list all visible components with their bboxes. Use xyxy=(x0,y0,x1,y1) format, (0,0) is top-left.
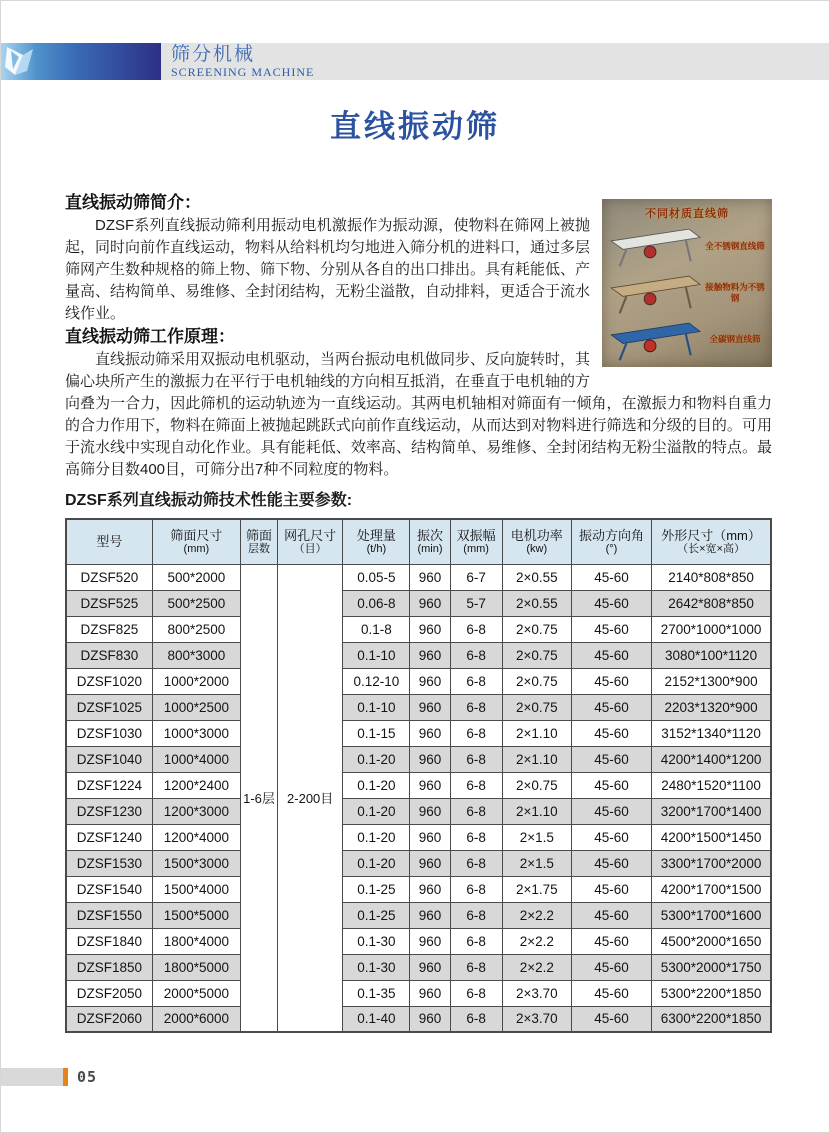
value-cell: 6-8 xyxy=(450,876,502,902)
value-cell: 45-60 xyxy=(571,616,651,642)
value-cell: 3200*1700*1400 xyxy=(652,798,771,824)
value-cell: 960 xyxy=(410,876,450,902)
value-cell: 5300*2000*1750 xyxy=(652,954,771,980)
value-cell: 2000*5000 xyxy=(152,980,240,1006)
value-cell: 6-8 xyxy=(450,642,502,668)
value-cell: 45-60 xyxy=(571,928,651,954)
value-cell: 2480*1520*1100 xyxy=(652,772,771,798)
value-cell: 4500*2000*1650 xyxy=(652,928,771,954)
value-cell: 45-60 xyxy=(571,746,651,772)
value-cell: 1200*3000 xyxy=(152,798,240,824)
value-cell: 0.1-10 xyxy=(343,642,410,668)
value-cell: 45-60 xyxy=(571,564,651,590)
table-row xyxy=(66,876,771,902)
product-variant-label: 接触物料为不锈钢 xyxy=(705,282,765,303)
product-photo xyxy=(602,199,772,367)
machine-illustration-carbon-steel-icon xyxy=(608,318,704,362)
value-cell: 6-8 xyxy=(450,616,502,642)
value-cell: 2×1.10 xyxy=(502,798,571,824)
brand-name-cn: 筛分机械 xyxy=(171,44,256,65)
model-cell: DZSF1850 xyxy=(66,954,152,980)
value-cell: 2×2.2 xyxy=(502,928,571,954)
value-cell: 45-60 xyxy=(571,798,651,824)
value-cell: 0.1-8 xyxy=(343,616,410,642)
value-cell: 0.1-40 xyxy=(343,1006,410,1032)
table-row xyxy=(66,902,771,928)
table-row xyxy=(66,720,771,746)
principle-heading: 直线振动筛工作原理： xyxy=(65,327,235,346)
value-cell: 6-8 xyxy=(450,824,502,850)
table-row xyxy=(66,590,771,616)
spec-table-body xyxy=(66,564,771,1032)
model-cell: DZSF1224 xyxy=(66,772,152,798)
value-cell: 2203*1320*900 xyxy=(652,694,771,720)
table-row xyxy=(66,928,771,954)
model-cell: DZSF1840 xyxy=(66,928,152,954)
value-cell: 960 xyxy=(410,720,450,746)
value-cell: 5300*1700*1600 xyxy=(652,902,771,928)
table-row xyxy=(66,564,771,590)
footer-orange-accent xyxy=(63,1068,68,1086)
model-cell: DZSF1240 xyxy=(66,824,152,850)
value-cell: 960 xyxy=(410,824,450,850)
model-cell: DZSF1230 xyxy=(66,798,152,824)
brand-logo-icon xyxy=(3,45,55,78)
intro-heading: 直线振动筛简介： xyxy=(65,193,201,212)
model-cell: DZSF1540 xyxy=(66,876,152,902)
value-cell: 0.12-10 xyxy=(343,668,410,694)
machine-illustration-stainless-icon xyxy=(608,224,704,268)
model-cell: DZSF1550 xyxy=(66,902,152,928)
value-cell: 5-7 xyxy=(450,590,502,616)
model-cell: DZSF525 xyxy=(66,590,152,616)
value-cell: 0.1-20 xyxy=(343,746,410,772)
table-row xyxy=(66,850,771,876)
value-cell: 2×0.55 xyxy=(502,564,571,590)
value-cell: 960 xyxy=(410,694,450,720)
model-cell: DZSF1040 xyxy=(66,746,152,772)
value-cell: 0.1-20 xyxy=(343,850,410,876)
brand-name-en: SCREENING MACHINE xyxy=(171,65,315,79)
intro-paragraph: DZSF系列直线振动筛利用振动电机激振作为振动源，使物料在筛网上被抛起，同时向前作直线运动，物料从给料机均匀地进入筛分机的进料口，通过多层筛网产生数种规格的筛上物、筛下物、分别从各自的出口排出。具有耗能低、产量高、结构简单、易维修、全封闭结构，无粉尘溢散，自动排料，更适合于流水线作业。 xyxy=(65,217,591,322)
value-cell: 2×1.10 xyxy=(502,746,571,772)
value-cell: 3152*1340*1120 xyxy=(652,720,771,746)
value-cell: 2×2.2 xyxy=(502,902,571,928)
value-cell: 6-8 xyxy=(450,694,502,720)
value-cell: 6-8 xyxy=(450,798,502,824)
value-cell: 500*2000 xyxy=(152,564,240,590)
table-row xyxy=(66,1006,771,1032)
table-row xyxy=(66,798,771,824)
value-cell: 3300*1700*2000 xyxy=(652,850,771,876)
value-cell: 960 xyxy=(410,668,450,694)
value-cell: 45-60 xyxy=(571,876,651,902)
value-cell: 0.1-20 xyxy=(343,798,410,824)
value-cell: 2152*1300*900 xyxy=(652,668,771,694)
value-cell: 0.1-30 xyxy=(343,928,410,954)
value-cell: 500*2500 xyxy=(152,590,240,616)
value-cell: 2×0.75 xyxy=(502,668,571,694)
spec-table-heading: DZSF系列直线振动筛技术性能主要参数: xyxy=(65,492,353,509)
value-cell: 6-8 xyxy=(450,928,502,954)
value-cell: 800*2500 xyxy=(152,616,240,642)
value-cell: 960 xyxy=(410,590,450,616)
value-cell: 2×1.5 xyxy=(502,824,571,850)
brand-text xyxy=(171,44,314,79)
value-cell: 6-8 xyxy=(450,772,502,798)
value-cell: 1800*5000 xyxy=(152,954,240,980)
value-cell: 960 xyxy=(410,616,450,642)
table-row xyxy=(66,824,771,850)
model-cell: DZSF1530 xyxy=(66,850,152,876)
value-cell: 1800*4000 xyxy=(152,928,240,954)
column-header: 筛面 层数 xyxy=(240,519,277,564)
value-cell: 45-60 xyxy=(571,1006,651,1032)
value-cell: 6-8 xyxy=(450,668,502,694)
column-header: 电机功率 (kw) xyxy=(502,519,571,564)
table-row xyxy=(66,668,771,694)
column-header: 处理量 (t/h) xyxy=(343,519,410,564)
value-cell: 2×0.55 xyxy=(502,590,571,616)
value-cell: 2×1.10 xyxy=(502,720,571,746)
value-cell: 4200*1400*1200 xyxy=(652,746,771,772)
value-cell: 6-8 xyxy=(450,850,502,876)
page-number: 05 xyxy=(77,1068,98,1086)
value-cell: 45-60 xyxy=(571,824,651,850)
value-cell: 6-8 xyxy=(450,1006,502,1032)
value-cell: 0.1-10 xyxy=(343,694,410,720)
table-row xyxy=(66,954,771,980)
value-cell: 2000*6000 xyxy=(152,1006,240,1032)
table-row xyxy=(66,980,771,1006)
value-cell: 960 xyxy=(410,798,450,824)
table-row xyxy=(66,694,771,720)
value-cell: 6-7 xyxy=(450,564,502,590)
model-cell: DZSF1020 xyxy=(66,668,152,694)
value-cell: 0.1-20 xyxy=(343,772,410,798)
value-cell: 2×3.70 xyxy=(502,980,571,1006)
value-cell: 800*3000 xyxy=(152,642,240,668)
value-cell: 2×0.75 xyxy=(502,616,571,642)
footer-gray-bar xyxy=(1,1068,63,1086)
principle-paragraph: 直线振动筛采用双振动电机驱动，当两台振动电机做同步、反向旋转时，其偏心块所产生的激振力在平行于电机轴线的方向相互抵消，在垂直于电机轴的方向叠为一合力，因此筛机的运动轨迹为一直线运动。其两电机轴相对筛面有一倾角，在激振力和物料自重力的合力作用下，物料在筛面上被抛起跳跃式向前作直线运动，从而达到对物料进行筛选和分级的目的。可用于流水线中实现自动化作业。具有能耗低、效率高、结构简单、易维修、全封闭结构无粉尘溢散的特点。最高筛分目数400目，可筛分出7种不同粒度的物料。 xyxy=(65,351,772,478)
value-cell: 6-8 xyxy=(450,746,502,772)
table-row xyxy=(66,616,771,642)
column-header: 型号 xyxy=(66,519,152,564)
value-cell: 2×1.75 xyxy=(502,876,571,902)
value-cell: 0.05-5 xyxy=(343,564,410,590)
value-cell: 6-8 xyxy=(450,902,502,928)
value-cell: 960 xyxy=(410,850,450,876)
value-cell: 5300*2200*1850 xyxy=(652,980,771,1006)
value-cell: 1000*3000 xyxy=(152,720,240,746)
column-header: 筛面尺寸 (mm) xyxy=(152,519,240,564)
column-header: 双振幅 (mm) xyxy=(450,519,502,564)
value-cell: 960 xyxy=(410,1006,450,1032)
product-variant-stainless xyxy=(608,223,766,270)
value-cell: 6-8 xyxy=(450,980,502,1006)
value-cell: 1000*4000 xyxy=(152,746,240,772)
spec-table-header-row xyxy=(66,519,771,564)
value-cell: 45-60 xyxy=(571,954,651,980)
value-cell: 2×3.70 xyxy=(502,1006,571,1032)
value-cell: 1500*4000 xyxy=(152,876,240,902)
value-cell: 6-8 xyxy=(450,954,502,980)
spec-table xyxy=(65,518,772,1033)
value-cell: 45-60 xyxy=(571,642,651,668)
model-cell: DZSF830 xyxy=(66,642,152,668)
product-variant-contact-stainless xyxy=(608,270,766,317)
value-cell: 45-60 xyxy=(571,590,651,616)
value-cell: 1500*3000 xyxy=(152,850,240,876)
value-cell: 2700*1000*1000 xyxy=(652,616,771,642)
value-cell: 45-60 xyxy=(571,668,651,694)
brand-logo-strip xyxy=(1,43,161,80)
value-cell: 960 xyxy=(410,980,450,1006)
value-cell: 0.1-35 xyxy=(343,980,410,1006)
value-cell: 2×1.5 xyxy=(502,850,571,876)
table-row xyxy=(66,772,771,798)
value-cell: 960 xyxy=(410,902,450,928)
value-cell: 6-8 xyxy=(450,720,502,746)
value-cell: 1200*2400 xyxy=(152,772,240,798)
content-area xyxy=(65,191,772,1033)
value-cell: 6300*2200*1850 xyxy=(652,1006,771,1032)
value-cell: 45-60 xyxy=(571,720,651,746)
value-cell: 45-60 xyxy=(571,902,651,928)
value-cell: 45-60 xyxy=(571,694,651,720)
product-photo-title: 不同材质直线筛 xyxy=(645,208,729,220)
page-title: 直线振动筛 xyxy=(330,109,500,144)
model-cell: DZSF1025 xyxy=(66,694,152,720)
value-cell: 2×0.75 xyxy=(502,694,571,720)
value-cell: 960 xyxy=(410,642,450,668)
value-cell: 0.1-25 xyxy=(343,902,410,928)
model-cell: DZSF520 xyxy=(66,564,152,590)
value-cell: 2642*808*850 xyxy=(652,590,771,616)
value-cell: 0.06-8 xyxy=(343,590,410,616)
product-variant-label: 全不锈钢直线筛 xyxy=(705,240,765,251)
value-cell: 2×0.75 xyxy=(502,772,571,798)
table-row xyxy=(66,746,771,772)
value-cell: 45-60 xyxy=(571,980,651,1006)
value-cell: 0.1-20 xyxy=(343,824,410,850)
value-cell: 3080*100*1120 xyxy=(652,642,771,668)
model-cell: DZSF2060 xyxy=(66,1006,152,1032)
merged-cell-mesh: 2-200目 xyxy=(278,564,343,1032)
value-cell: 960 xyxy=(410,564,450,590)
value-cell: 1000*2000 xyxy=(152,668,240,694)
value-cell: 45-60 xyxy=(571,850,651,876)
model-cell: DZSF2050 xyxy=(66,980,152,1006)
column-header: 振次 (min) xyxy=(410,519,450,564)
value-cell: 2×2.2 xyxy=(502,954,571,980)
value-cell: 0.1-15 xyxy=(343,720,410,746)
column-header: 网孔尺寸 （目） xyxy=(278,519,343,564)
value-cell: 4200*1500*1450 xyxy=(652,824,771,850)
header-band xyxy=(1,43,829,80)
machine-illustration-contact-stainless-icon xyxy=(608,271,704,315)
model-cell: DZSF825 xyxy=(66,616,152,642)
value-cell: 0.1-25 xyxy=(343,876,410,902)
table-row xyxy=(66,642,771,668)
value-cell: 960 xyxy=(410,928,450,954)
value-cell: 1000*2500 xyxy=(152,694,240,720)
value-cell: 960 xyxy=(410,746,450,772)
value-cell: 4200*1700*1500 xyxy=(652,876,771,902)
value-cell: 0.1-30 xyxy=(343,954,410,980)
model-cell: DZSF1030 xyxy=(66,720,152,746)
value-cell: 960 xyxy=(410,954,450,980)
product-variant-carbon-steel xyxy=(608,316,766,363)
value-cell: 1200*4000 xyxy=(152,824,240,850)
column-header: 外形尺寸（mm） （长×宽×高） xyxy=(652,519,771,564)
value-cell: 2140*808*850 xyxy=(652,564,771,590)
value-cell: 1500*5000 xyxy=(152,902,240,928)
value-cell: 45-60 xyxy=(571,772,651,798)
value-cell: 960 xyxy=(410,772,450,798)
value-cell: 2×0.75 xyxy=(502,642,571,668)
merged-cell-layers: 1-6层 xyxy=(240,564,277,1032)
product-variant-label: 全碳钢直线筛 xyxy=(709,334,761,345)
column-header: 振动方向角 (°) xyxy=(571,519,651,564)
